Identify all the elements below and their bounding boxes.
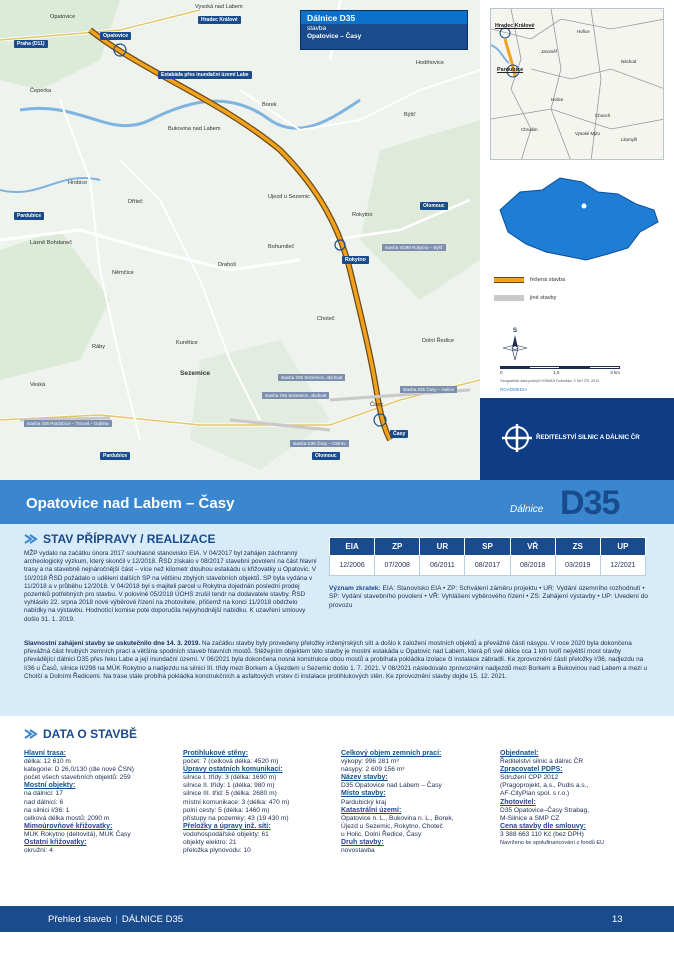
town-label: Rokytno: [352, 212, 373, 218]
data-line: na silnici I/36: 1: [24, 806, 70, 814]
data-heading: Mostní objekty:: [24, 782, 76, 790]
data-line: silnice I. třídy: 3 (délka: 1690 m): [183, 774, 277, 782]
town-label: Bukovina nad Labem: [168, 126, 221, 132]
status-section: [0, 524, 674, 716]
phase-table: [329, 537, 646, 576]
footer-highway: DÁLNICE D35: [121, 914, 184, 925]
data-column-2: [183, 750, 333, 855]
data-heading: Ostatní křižovatky:: [24, 839, 87, 847]
legend-swatch-planned: [494, 277, 524, 283]
data-column-1: [24, 750, 176, 855]
scale-mid: 1,5: [553, 370, 560, 375]
town-label: Vysoká nad Labem: [195, 4, 243, 10]
data-heading: Objednatel:: [500, 750, 539, 757]
inset-label: Hradec Králové: [495, 23, 535, 29]
data-heading: Název stavby:: [341, 774, 388, 782]
sign-casy-ostrov[interactable]: stavba D35 Časy – Ostrov: [290, 440, 349, 447]
scale-bar-graphic: [500, 366, 620, 369]
data-line: Újezd u Sezemic, Rokytno, Choteč: [341, 822, 443, 830]
data-line: 3 388 663 110 Kč (bez DPH): [500, 830, 584, 838]
status-paragraph-full: [24, 640, 652, 681]
data-line: okružní: 4: [24, 847, 53, 855]
map-title-heading: Dálnice D35: [301, 11, 467, 24]
section-header: [0, 480, 674, 524]
data-heading: Zpracovatel PDPS:: [500, 766, 563, 774]
town-label: Drahoš: [218, 262, 237, 268]
data-line: délka: 12 610 m: [24, 758, 71, 766]
map-source-note: Geografické data poskytl VGHMÚř Dobruška, © MO ČR, 2013: [500, 379, 600, 383]
data-line: D35 Opatovice–Časy Strabag,: [500, 806, 590, 814]
phase-date: 08/2017: [465, 556, 510, 576]
phase-code: SP: [465, 538, 510, 556]
data-column-3: [341, 750, 491, 855]
abbreviation-legend: [329, 585, 649, 610]
phase-code: EIA: [330, 538, 375, 556]
data-line: počet: 7 (celková délka: 4520 m): [183, 758, 279, 766]
phase-date: 06/2011: [420, 556, 465, 576]
inset-region-map: [490, 8, 664, 160]
data-line: Pardubický kraj: [341, 798, 387, 806]
town-label: Býšť: [404, 112, 416, 118]
data-line: silnice III. tříd: 5 (délka: 2680 m): [183, 790, 277, 798]
inset-label: Choceň: [595, 113, 611, 118]
phase-code: UR: [420, 538, 465, 556]
inset-label: Jaroměř: [541, 49, 558, 54]
data-line: Ředitelství silnic a dálnic ČR: [500, 758, 584, 766]
data-heading: Přeložky a úpravy inž. sítí:: [183, 822, 271, 830]
sign-olomouc[interactable]: Olomouc: [420, 202, 448, 210]
data-line: vodohospodářské objekty: 61: [183, 830, 269, 838]
town-label: Dolní Ředice: [422, 338, 455, 344]
town-label: Opatovice: [50, 14, 76, 20]
highway-code: D35: [560, 484, 620, 522]
exit-opatovice[interactable]: Opatovice: [100, 32, 131, 40]
status-paragraph-rest: Na začátku stavby byly provedeny přeložky inženýrských sítí a došlo k založení mostních objektů a převážné části násypu. V roce 2020 byla dokončena převážná část hrubých zemních prací a většina spodních staveb hlavních mostů. Stěžejním objektem této stavby je mostní estakáda u Opatovic nad Labem, která při své délce cca 1 km tvoří největší most stavby převádějící dálnici D35 přes řeku Labe a její inundační území. V 06/2021 byla dokončena nosná konstrukce obou mostů a probíhala pokládka izolace či instalace zábradlí. Ke zprovoznění části přeložky I/36, nadjezdu na I/36 u Časů, silnice II/298 na MÚK Rokytno a nadjezdu na silnici III. třídy mezi Borkem a Újezdem u Sezemic došlo 1. 7. 2021. V 08/2021 následovalo zprovoznění nadjezdů mezi Borkem a Bukovinou nad Labem a mezi u Chotčí a Dolními Ředicemi. Na trase stále probíhá pokládka konstrukčních a asfaltových vrstev či instalace protihlukových stěn. Ke zprovoznění stavby dojde 15. 12. 2021.: [24, 640, 648, 680]
inset-label: Hořice: [577, 29, 590, 34]
data-heading: Mimoúrovňové křižovatky:: [24, 822, 113, 830]
data-line: místní komunikace: 3 (délka: 470 m): [183, 798, 290, 806]
data-heading: Protihlukové stěny:: [183, 750, 248, 757]
town-label: Čeperka: [30, 88, 52, 94]
section-arrow-icon: [24, 533, 38, 545]
czech-republic-map: [490, 170, 664, 266]
town-label: Choteč: [317, 316, 335, 322]
data-heading: Hlavní trasa:: [24, 750, 67, 757]
svg-text:S: S: [512, 328, 518, 334]
phase-code: VŘ: [510, 538, 555, 556]
phase-date: 08/2018: [510, 556, 555, 576]
phase-date-row: [330, 556, 646, 576]
legend-row: [494, 274, 664, 286]
page-number: 13: [612, 914, 623, 925]
phase-date: 12/2021: [600, 556, 645, 576]
sign-sezemice-obchvat-2[interactable]: stavba I/36 Sezemice, obchvat: [262, 392, 329, 399]
roadmedia-logo: ROADMEDIA: [500, 387, 528, 393]
town-label: Sezemice: [180, 370, 211, 377]
inset-label: Vysoké Mýto: [575, 131, 600, 136]
rsd-logo-icon: [502, 420, 532, 456]
exit-casy[interactable]: Časy: [390, 430, 408, 438]
side-panel: [480, 0, 674, 480]
compass-icon: [500, 326, 530, 362]
town-label: Borek: [262, 102, 277, 108]
data-line: MÚK Rokytno (deltovitá), MÚK Časy: [24, 830, 131, 838]
data-heading: Cena stavby dle smlouvy:: [500, 822, 586, 830]
status-paragraph-narrow: MŽP vydalo na začátku února 2017 souhlasné stanovisko EIA. V 04/2017 byl zahájen záchranný archeologický výzkum, který skončil v 12/2018. ŘSD získalo v 08/2017 stavební povolení na část hlavní trasy a na stavebně nejnáročnější část – více než kilometr dlouhou estakádu u křižovatky u Opatovic. V 10/2018 ŘSD požádalo o udělení dalších SP na většinu zbylých stavebních objektů. SP byla vydána v 11/2018 a v průběhu 12/2018. V 04/2018 byl s majiteli parcel u Rokytna dojednán poslední prodej pozemků potřebných pro stavbu. V polovině 05/2018 ÚOHS zrušil tendr na dodavatele stavby. ŘSD vyhlásilo 22. srpna 2018 nové výběrové řízení na zhotovitele, přičemž na konci 11/2018 obdrželo nabídky na výstavbu. Hodnotící komise poté doporučila nejvýhodnější nabídku. K uzavření smlouvy došlo 31. 1. 2019.: [24, 550, 317, 623]
data-line: polní cesty: 5 (délka: 1460 m): [183, 806, 270, 814]
town-label: Ráby: [92, 344, 106, 350]
map-title-line1: stavba: [307, 25, 327, 32]
sign-pardubice[interactable]: Pardubice: [14, 212, 44, 220]
data-column-4: [500, 750, 650, 847]
inset-label: Litomyšl: [621, 137, 638, 142]
town-label: Hodětovice: [416, 60, 444, 66]
phase-code: UP: [600, 538, 645, 556]
town-label: Ujezd u Sezemic: [268, 194, 310, 200]
phase-code: ZS: [555, 538, 600, 556]
sign-casy-holice[interactable]: stavba I/35 Časy – Holice: [400, 386, 457, 393]
abbreviation-head: Význam zkratek:: [329, 585, 381, 592]
data-line: na dálnici: 17: [24, 790, 63, 798]
phase-date: 07/2008: [375, 556, 420, 576]
data-heading: Druh stavby:: [341, 839, 384, 847]
map-title-line2: Opatovice – Časy: [307, 33, 362, 40]
data-line: novostavba: [341, 847, 375, 855]
sign-olomouc-2[interactable]: Olomouc: [312, 452, 340, 460]
status-highlight: Slavnostní zahájení stavby se uskutečnilo dne 14. 3. 2019.: [24, 640, 201, 647]
data-title: [24, 727, 137, 741]
abbreviation-text: EIA: Stanovisko EIA • ZP: Schválení záměru projektu • UR: Vydání územního rozhodnutí • SP: Vydání stavebního povolení • VŘ: Vyhlášení výběrového řízení • ZS: Zahájení výstavby • UP: Uvedení do provozu: [329, 585, 649, 609]
scale-start: 0: [500, 370, 503, 375]
inset-label: Chrudim: [521, 127, 538, 132]
data-line: nad dálnicí: 6: [24, 798, 64, 806]
data-line: přístupy na pozemky: 43 (19 430 m): [183, 814, 289, 822]
footer-label: Přehled staveb: [48, 914, 112, 925]
inset-label: Náchod: [621, 59, 637, 64]
data-line: M-Silnice a SMP CZ: [500, 814, 560, 822]
sign-hradec[interactable]: Hradec Králové: [198, 16, 241, 24]
data-line: počet všech stavebních objektů: 259: [24, 774, 131, 782]
phase-date: 12/2006: [330, 556, 375, 576]
data-section: [0, 716, 674, 906]
data-line: Opatovice n. L., Bukovina n. L., Borek,: [341, 814, 454, 822]
sign-estakada[interactable]: Estakáda přes inundační území Labe: [158, 71, 252, 79]
page-title: Opatovice nad Labem – Časy: [26, 495, 235, 512]
footer-separator: |: [115, 914, 118, 925]
scale-bar: [500, 366, 620, 392]
page-footer: [0, 906, 674, 932]
legend-swatch-other: [494, 295, 524, 301]
footer-section: [48, 914, 183, 925]
legend-label: řešená stavba: [530, 277, 566, 283]
data-line: AF-CityPlan spol. s r.o.): [500, 790, 570, 798]
town-label: Hrobice: [68, 180, 88, 186]
phase-date: 03/2019: [555, 556, 600, 576]
legend-row: [494, 292, 664, 304]
map-legend: [494, 274, 664, 310]
town-label: Časy: [370, 402, 383, 408]
town-label: Němčice: [112, 270, 134, 276]
data-line: silnice II. třídy: 1 (délka: 980 m): [183, 782, 275, 790]
data-heading: Úpravy ostatních komunikací:: [183, 766, 283, 774]
data-heading: Zhotovitel:: [500, 798, 536, 806]
data-line: D35 Opatovice nad Labem – Časy: [341, 782, 442, 790]
town-label: Dříteč: [128, 199, 143, 205]
inset-label: Holice: [551, 97, 564, 102]
town-label: Kunětice: [176, 340, 198, 346]
map-title-box: [300, 10, 468, 50]
town-label: Lázně Bohdaneč: [30, 240, 72, 246]
data-line: kategorie: D 26,0/130 (dle nové ČSN): [24, 766, 134, 774]
data-line: násypy: 2 609 156 m³: [341, 766, 405, 774]
data-line: (Pragoprojekt, a.s., Pudis a.s.,: [500, 782, 589, 790]
data-heading: Místo stavby:: [341, 790, 386, 798]
sign-rokytno-byst[interactable]: stavba II/298 Rokytno – Býšť: [382, 244, 446, 251]
inset-label: Pardubice: [497, 67, 524, 73]
status-title-text: STAV PŘÍPRAVY / REALIZACE: [43, 532, 216, 546]
sign-sezemice-obchvat[interactable]: stavba I/36 Sezemice, obchvat: [278, 374, 345, 381]
data-line-note: Navrženo ke spolufinancování z fondů EU: [500, 840, 605, 847]
legend-label: jiné stavby: [530, 295, 557, 301]
rsd-logo-block: [480, 398, 674, 480]
sign-pardubice-trnova[interactable]: stavba I/36 Pardubice – Trnová – Dubina: [24, 420, 112, 427]
town-label: Veská: [30, 382, 46, 388]
status-title: [24, 532, 215, 546]
data-line: přeložka plynovodu: 10: [183, 847, 251, 855]
data-heading: Katastrální území:: [341, 806, 402, 814]
scale-end: 3 km: [610, 370, 620, 375]
route-map[interactable]: [0, 0, 480, 480]
data-heading: Celkový objem zemních prací:: [341, 750, 442, 757]
data-line: výkopy: 996 281 m³: [341, 758, 399, 766]
highway-word: Dálnice: [510, 504, 544, 515]
data-title-text: DATA O STAVBĚ: [43, 727, 137, 741]
data-line: u Holic, Dolní Ředice, Časy: [341, 830, 422, 838]
phase-code-row: [330, 538, 646, 556]
data-line: Sdružení CPP 2012: [500, 774, 559, 782]
data-line: celková délka mostů: 2090 m: [24, 814, 110, 822]
data-line: objekty elektro: 21: [183, 839, 237, 847]
sign-pardubice-2[interactable]: Pardubice: [100, 452, 130, 460]
sign-praha[interactable]: Praha (D11): [14, 40, 48, 48]
section-arrow-icon: [24, 728, 38, 740]
exit-rokytno[interactable]: Rokytno: [342, 256, 369, 264]
phase-code: ZP: [375, 538, 420, 556]
town-label: Bohumileč: [268, 244, 295, 250]
rsd-name: ŘEDITELSTVÍ SILNIC A DÁLNIC ČR: [536, 434, 640, 441]
